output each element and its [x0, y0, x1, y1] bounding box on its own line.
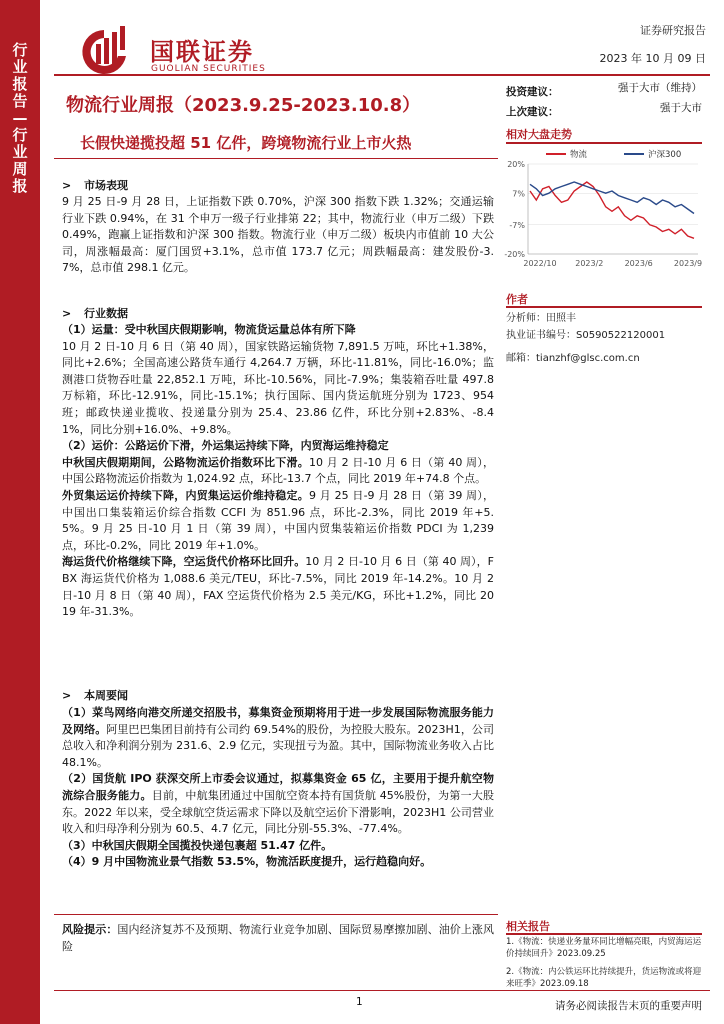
- chart-title-rule: [506, 142, 702, 144]
- chart-title: 相对大盘走势: [506, 128, 572, 141]
- rating-block: [506, 80, 702, 118]
- data-block: [62, 322, 494, 621]
- invest-label: 投资建议：: [506, 86, 559, 98]
- risk-head: 风险提示：: [62, 923, 118, 936]
- related-item[interactable]: 2.《物流：内公铁运环比持续提升，货运物流或将迎来旺季》2023.09.18: [506, 967, 702, 989]
- data-head: > 行业数据: [62, 307, 128, 320]
- section-rule: [54, 158, 498, 159]
- x-tick-label: 2023/6: [624, 259, 653, 268]
- news-item-3: （3）中秋国庆假期全国揽投快递包裹超 51.47 亿件。: [62, 838, 333, 852]
- price-heading: （2）运价：公路运价下滑，外运集运持续下降，内贸海运维持稳定: [62, 439, 389, 453]
- author-rule: [506, 306, 702, 308]
- news-item-4: （4）9 月中国物流业景气指数 53.5%，物流活跃度提升，运行趋稳向好。: [62, 855, 432, 869]
- news-head: > 本周要闻: [62, 689, 128, 702]
- x-tick-label: 2023/9: [673, 259, 703, 268]
- related-head: 相关报告: [506, 920, 550, 933]
- arrow-icon: >: [62, 307, 72, 320]
- page-number: 1: [356, 996, 363, 1008]
- market-paragraph: 9 月 25 日-9 月 28 日，上证指数下跌 0.70%，沪深 300 指数下跌 1.32%；交通运输行业下跌 0.94%，在 31 个申万一级子行业排第 22；其中，物流行业（申万二级）下跌 0.49%，跑赢上证指数和沪深 300 指数。物流行业（申万二级）板块内市值前 10 大公司，周涨幅最高：厦门国贸+3.1%，总市值 173.7 亿元；周跌幅最高：建发股份-3.7%，总市值 298.1 亿元。: [62, 195, 494, 275]
- related-rule: [506, 933, 702, 935]
- forwarding-price-paragraph: 海运货代价格继续下降，空运货代价格环比回升。10 月 2 日-10 月 6 日（第 40 周），FBX 海运货代价格为 1,088.6 美元/TEU，环比-7.5%，同比 2019 年-14.2%。10 月 2 日-10 月 8 日（第 40 周），FAX 空运货代价格为 2.5 美元/KG，环比+1.2%，同比 2019 年-31.3%。: [62, 555, 494, 619]
- analyst-cert: 执业证书编号：S0590522120001: [506, 330, 666, 341]
- legend-label: 物流: [570, 150, 588, 160]
- author-head: 作者: [506, 293, 528, 306]
- author-block: [506, 310, 665, 367]
- analyst-email: 邮箱：tianzhf@glsc.com.cn: [506, 353, 640, 364]
- volume-paragraph: 10 月 2 日-10 月 6 日（第 40 周），国家铁路运输货物 7,891.5 万吨，环比+1.38%，同比+2.6%；全国高速公路货车通行 4,264.7 万辆，环比-11.81%，同比-16.0%；监测港口货物吞吐量 22,852.1 万吨，环比-10.56%，同比-7.9%；集装箱吞吐量 497.8 万标箱，环比-12.91%，同比-15.1%；执行国际、国内货运航班分别为 1723、954 班；邮政快递业揽收、投递量分别为 25.4、23.86 亿件，环比分别+2.83%、-8.41%，同比分别+16.0%、+9.8%。: [62, 339, 494, 436]
- logo-mark-icon: [70, 26, 140, 78]
- related-list: [506, 936, 704, 990]
- report-type: 证券研究报告: [640, 24, 706, 37]
- logo-text-cn: 国联证券: [150, 38, 254, 66]
- report-date: 2023 年 10 月 09 日: [599, 52, 706, 65]
- risk-block: [62, 922, 494, 955]
- road-price-paragraph: 中秋国庆假期期间，公路物流运价指数环比下滑。10 月 2 日-10 月 6 日（第 40 周），中国公路物流运价指数为 1,024.92 点，环比-13.7 个点，同比 2019 年+74.8 个点。: [62, 455, 495, 486]
- legend-label: 沪深300: [648, 150, 682, 160]
- analyst-name: 分析师：田照丰: [506, 313, 576, 324]
- y-tick-label: -20%: [504, 250, 525, 259]
- risk-rule: [54, 914, 498, 915]
- relative-performance-chart: [504, 146, 704, 272]
- y-tick-label: 20%: [507, 160, 525, 169]
- news-block: [62, 705, 494, 871]
- container-price-paragraph: 外贸集运运价持续下降，内贸集运运价维持稳定。9 月 25 日-9 月 28 日（第 39 周），中国出口集装箱运价综合指数 CCFI 为 851.96 点，环比-2.3%，同比 2019 年+5.5%。9 月 25 日-10 月 1 日（第 39 周），中国内贸集装箱运价指数 PDCI 为 1,239 点，环比-0.2%，同比 2019 年+1.0%。: [62, 488, 495, 552]
- prev-label: 上次建议：: [506, 106, 559, 118]
- report-title: 物流行业周报（2023.9.25-2023.10.8）: [66, 95, 421, 116]
- news-item-2: （2）国货航 IPO 获深交所上市委会议通过，拟募集资金 65 亿，主要用于提升航空物流综合服务能力。目前，中航集团通过中国航空资本持有国货航 45%股份，为第一大股东。2022 年以来，受全球航空货运需求下降以及航空运价下滑影响，2023H1 公司营业收入和归母净利分别为 60.5、4.7 亿元，同比分别-55.3%、-77.4%。: [62, 772, 495, 836]
- volume-heading: （1）运量：受中秋国庆假期影响，物流货运量总体有所下降: [62, 323, 356, 336]
- y-tick-label: -7%: [509, 220, 525, 230]
- sidebar-label: 行业报告—行业周报: [12, 41, 28, 195]
- news-item-1: （1）菜鸟网络向港交所递交招股书，募集资金预期将用于进一步发展国际物流服务能力及网络。阿里巴巴集团目前持有公司约 69.54%的股份，为控股大股东。2023H1，公司总收入和净利润分别为 231.6、2.9 亿元，实现扭亏为盈。其中，国际物流业务收入占比 48.1%。: [62, 706, 495, 769]
- market-head: > 市场表现: [62, 179, 128, 192]
- header-rule: [54, 74, 710, 76]
- arrow-icon: >: [62, 179, 72, 192]
- footer-rule: [54, 990, 710, 991]
- report-subtitle: 长假快递揽投超 51 亿件，跨境物流行业上市火热: [80, 134, 412, 152]
- risk-text: 国内经济复苏不及预期、物流行业竞争加剧、国际贸易摩擦加剧、油价上涨风险: [62, 923, 495, 953]
- footer-disclaimer: 请务必阅读报告末页的重要声明: [555, 1000, 702, 1012]
- invest-value: 强于大市（维持）: [618, 82, 702, 94]
- x-tick-label: 2022/10: [523, 259, 557, 268]
- series-line: [530, 182, 694, 214]
- x-tick-label: 2023/2: [575, 259, 604, 268]
- logo-text-en: GUOLIAN SECURITIES: [151, 64, 266, 74]
- prev-value: 强于大市: [660, 102, 702, 114]
- arrow-icon: >: [62, 689, 72, 702]
- y-tick-label: 7%: [512, 189, 525, 199]
- related-item[interactable]: 1.《物流：快递业务量环同比增幅亮眼，内贸海运运价持续回升》2023.09.25: [506, 937, 702, 959]
